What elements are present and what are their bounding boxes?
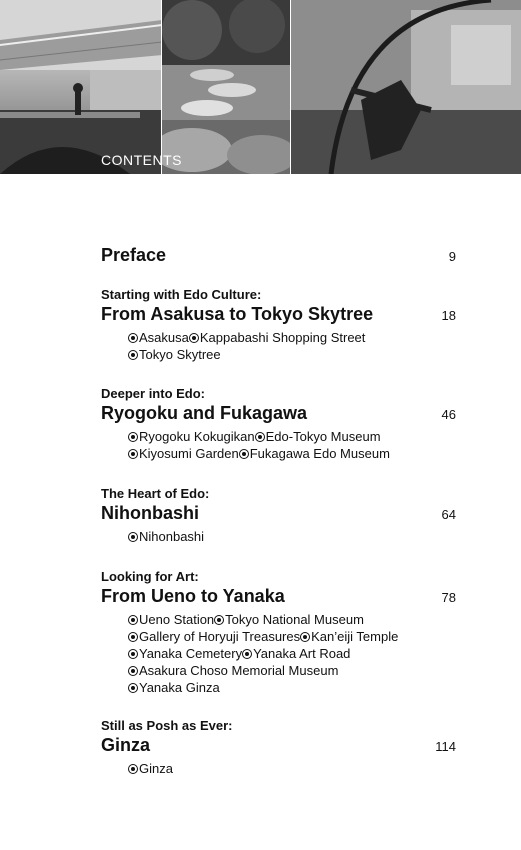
spot-line	[128, 760, 456, 777]
contents-label: CONTENTS	[101, 152, 182, 168]
photo-banner	[0, 0, 521, 174]
spot-line	[128, 662, 456, 679]
bullet-icon	[128, 432, 138, 442]
spot-item: Gallery of Horyuji Treasures	[139, 629, 301, 644]
bullet-icon	[128, 449, 138, 459]
bullet-icon	[128, 532, 138, 542]
section-title: Nihonbashi	[101, 503, 199, 523]
section-title: From Ueno to Yanaka	[101, 586, 285, 606]
spot-line	[128, 679, 456, 696]
spot-list	[128, 611, 456, 696]
bullet-icon	[189, 333, 199, 343]
section-subtitle: Still as Posh as Ever:	[101, 718, 233, 733]
page-number: 9	[448, 249, 456, 264]
spot-line	[128, 346, 456, 363]
bullet-icon	[128, 649, 138, 659]
spot-item: Tokyo Skytree	[139, 347, 221, 362]
bullet-icon	[128, 666, 138, 676]
spot-line	[128, 329, 456, 346]
spot-line	[128, 528, 456, 545]
spot-list	[128, 329, 456, 363]
spot-item: Edo-Tokyo Museum	[265, 429, 381, 444]
bullet-icon	[128, 350, 138, 360]
toc-section-nihonbashi[interactable]	[101, 486, 456, 545]
spot-line	[128, 428, 456, 445]
section-subtitle: Deeper into Edo:	[101, 386, 206, 401]
spot-line	[128, 645, 456, 662]
photo-statue-museum	[290, 0, 521, 174]
spot-item: Ryogoku Kokugikan	[139, 429, 255, 444]
spot-item: Yanaka Ginza	[139, 680, 220, 695]
spot-item: Kan’eiji Temple	[311, 629, 399, 644]
bullet-icon	[128, 683, 138, 693]
section-title: From Asakusa to Tokyo Skytree	[101, 304, 374, 324]
spot-line	[128, 445, 456, 462]
section-subtitle: Starting with Edo Culture:	[101, 287, 262, 302]
spot-item: Tokyo National Museum	[225, 612, 364, 627]
photo-bridge	[0, 0, 161, 174]
section-title: Ryogoku and Fukagawa	[101, 403, 308, 423]
bullet-icon	[128, 333, 138, 343]
page-number: 114	[435, 739, 456, 754]
toc-section-ueno[interactable]	[101, 569, 456, 696]
page-number: 18	[441, 308, 456, 323]
section-title: Preface	[101, 245, 167, 265]
toc-section-asakusa[interactable]	[101, 287, 456, 363]
page-number: 64	[441, 507, 456, 522]
bullet-icon	[255, 432, 265, 442]
spot-item: Kiyosumi Garden	[139, 446, 239, 461]
spot-line	[128, 611, 456, 628]
bullet-icon	[128, 632, 138, 642]
spot-item: Yanaka Cemetery	[139, 646, 243, 661]
page-number: 78	[441, 590, 456, 605]
bullet-icon	[128, 615, 138, 625]
page-number: 46	[441, 407, 456, 422]
spot-item: Ueno Station	[139, 612, 215, 627]
bullet-icon	[214, 615, 224, 625]
bullet-icon	[300, 632, 310, 642]
spot-item: Yanaka Art Road	[253, 646, 351, 661]
spot-item: Asakusa	[139, 330, 189, 345]
bullet-icon	[128, 764, 138, 774]
bullet-icon	[242, 649, 252, 659]
section-subtitle: The Heart of Edo:	[101, 486, 210, 501]
section-subtitle: Looking for Art:	[101, 569, 199, 584]
spot-line	[128, 628, 456, 645]
toc-section-preface[interactable]	[101, 244, 456, 268]
section-title: Ginza	[101, 735, 151, 755]
spot-item: Asakura Choso Memorial Museum	[139, 663, 339, 678]
spot-list	[128, 528, 456, 545]
toc-section-ginza[interactable]	[101, 718, 456, 777]
spot-item: Kappabashi Shopping Street	[199, 330, 366, 345]
spot-item: Nihonbashi	[139, 529, 205, 544]
spot-list	[128, 428, 456, 462]
spot-list	[128, 760, 456, 777]
bullet-icon	[239, 449, 249, 459]
spot-item: Fukagawa Edo Museum	[249, 446, 390, 461]
toc-section-ryogoku[interactable]	[101, 386, 456, 462]
spot-item: Ginza	[139, 761, 173, 776]
photo-garden	[161, 0, 290, 174]
